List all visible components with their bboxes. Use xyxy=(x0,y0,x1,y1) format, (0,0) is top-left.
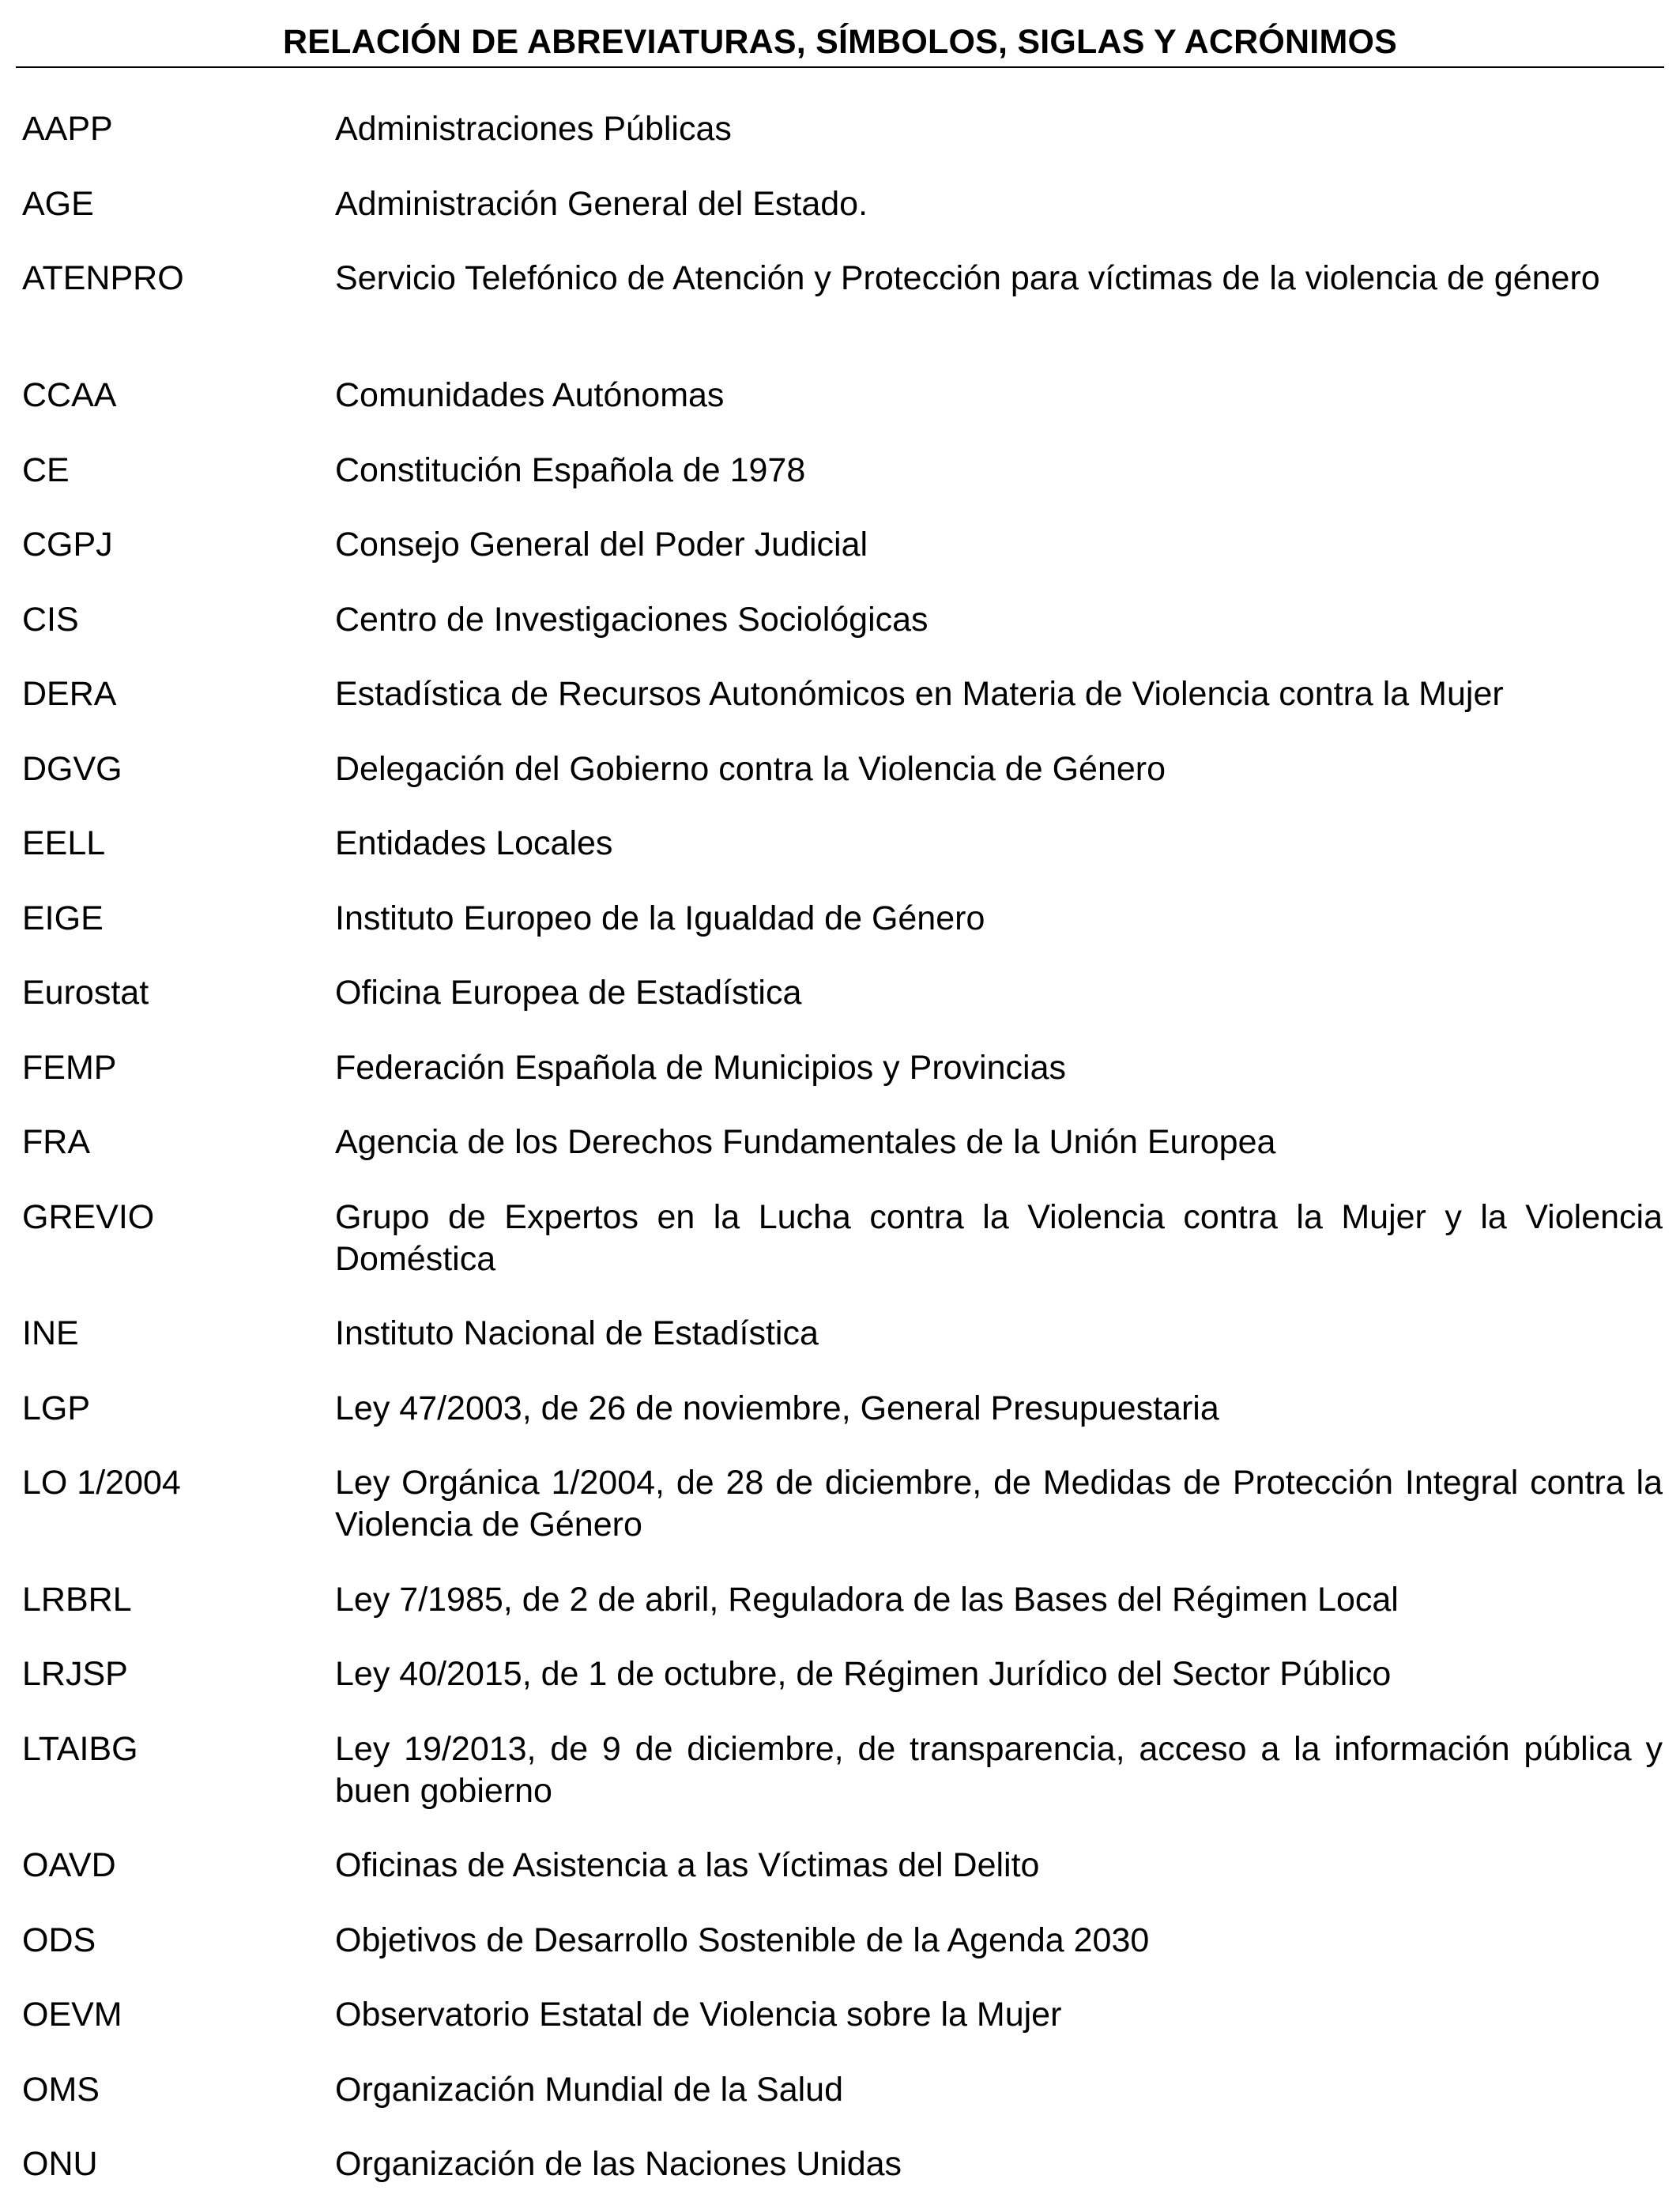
abbreviation-meaning: Estadística de Recursos Autonómicos en Materia de Violencia contra la Mujer xyxy=(335,675,1504,713)
abbreviation-meaning: Centro de Investigaciones Sociológicas xyxy=(335,601,929,639)
abbreviation-meaning: Administraciones Públicas xyxy=(335,110,732,148)
abbreviation-term: LGP xyxy=(22,1389,91,1427)
abbreviation-term: CGPJ xyxy=(22,526,113,564)
abbreviation-term: AGE xyxy=(22,185,94,223)
abbreviation-term: LRBRL xyxy=(22,1581,132,1619)
abbreviation-meaning: Ley 7/1985, de 2 de abril, Reguladora de las Bases del Régimen Local xyxy=(335,1581,1399,1619)
abbreviation-term: INE xyxy=(22,1314,79,1352)
abbreviation-meaning: Objetivos de Desarrollo Sostenible de la Agenda 2030 xyxy=(335,1921,1150,1959)
abbreviation-term: CE xyxy=(22,451,70,489)
abbreviation-meaning: Instituto Europeo de la Igualdad de Género xyxy=(335,899,985,937)
abbreviation-meaning: Organización de las Naciones Unidas xyxy=(335,2145,902,2183)
abbreviation-meaning: Organización Mundial de la Salud xyxy=(335,2071,844,2109)
page-title: RELACIÓN DE ABREVIATURAS, SÍMBOLOS, SIGLAS Y ACRÓNIMOS xyxy=(282,23,1397,61)
abbreviation-meaning: Observatorio Estatal de Violencia sobre la Mujer xyxy=(335,1996,1062,2034)
abbreviation-term: ODS xyxy=(22,1921,96,1959)
abbreviation-term: LRJSP xyxy=(22,1655,128,1693)
abbreviation-term: CIS xyxy=(22,601,79,639)
abbreviation-meaning: Agencia de los Derechos Fundamentales de la Unión Europea xyxy=(335,1123,1276,1161)
abbreviation-term: DGVG xyxy=(22,750,122,788)
abbreviation-term: EIGE xyxy=(22,899,104,937)
abbreviation-term: FRA xyxy=(22,1123,90,1161)
abbreviation-term: ONU xyxy=(22,2145,98,2183)
abbreviation-meaning: Federación Española de Municipios y Provincias xyxy=(335,1049,1066,1087)
abbreviation-meaning: Ley 47/2003, de 26 de noviembre, General Presupuestaria xyxy=(335,1389,1219,1427)
abbreviation-term: OAVD xyxy=(22,1846,116,1884)
abbreviation-term: CCAA xyxy=(22,376,117,414)
abbreviation-term: EELL xyxy=(22,824,106,862)
abbreviation-meaning: Ley 19/2013, de 9 de diciembre, de transparencia, acceso a la información pública y buen gobierno xyxy=(335,1730,1663,1810)
abbreviation-meaning: Ley Orgánica 1/2004, de 28 de diciembre, de Medidas de Protección Integral contra la Violencia de Género xyxy=(335,1464,1663,1544)
abbreviation-meaning: Grupo de Expertos en la Lucha contra la Violencia contra la Mujer y la Violencia Doméstica xyxy=(335,1198,1663,1278)
abbreviation-meaning: Constitución Española de 1978 xyxy=(335,451,806,489)
abbreviation-term: DERA xyxy=(22,675,117,713)
abbreviation-term: ATENPRO xyxy=(22,259,184,297)
abbreviation-term: GREVIO xyxy=(22,1198,155,1236)
abbreviation-meaning: Oficina Europea de Estadística xyxy=(335,974,802,1012)
abbreviation-term: OMS xyxy=(22,2071,100,2109)
abbreviation-meaning: Oficinas de Asistencia a las Víctimas del Delito xyxy=(335,1846,1040,1884)
abbreviation-term: FEMP xyxy=(22,1049,117,1087)
abbreviation-meaning: Ley 40/2015, de 1 de octubre, de Régimen Jurídico del Sector Público xyxy=(335,1655,1392,1693)
abbreviation-meaning: Consejo General del Poder Judicial xyxy=(335,526,868,564)
abbreviation-term: AAPP xyxy=(22,110,113,148)
abbreviation-term: OEVM xyxy=(22,1996,122,2034)
abbreviation-meaning: Instituto Nacional de Estadística xyxy=(335,1314,819,1352)
abbreviation-meaning: Comunidades Autónomas xyxy=(335,376,725,414)
abbreviation-term: Eurostat xyxy=(22,974,149,1012)
abbreviation-term: LO 1/2004 xyxy=(22,1464,181,1502)
abbreviation-term: LTAIBG xyxy=(22,1730,138,1768)
abbreviation-meaning: Entidades Locales xyxy=(335,824,613,862)
abbreviation-meaning: Administración General del Estado. xyxy=(335,185,868,223)
abbreviation-meaning: Servicio Telefónico de Atención y Protección para víctimas de la violencia de género xyxy=(335,259,1600,297)
abbreviation-meaning: Delegación del Gobierno contra la Violencia de Género xyxy=(335,750,1166,788)
